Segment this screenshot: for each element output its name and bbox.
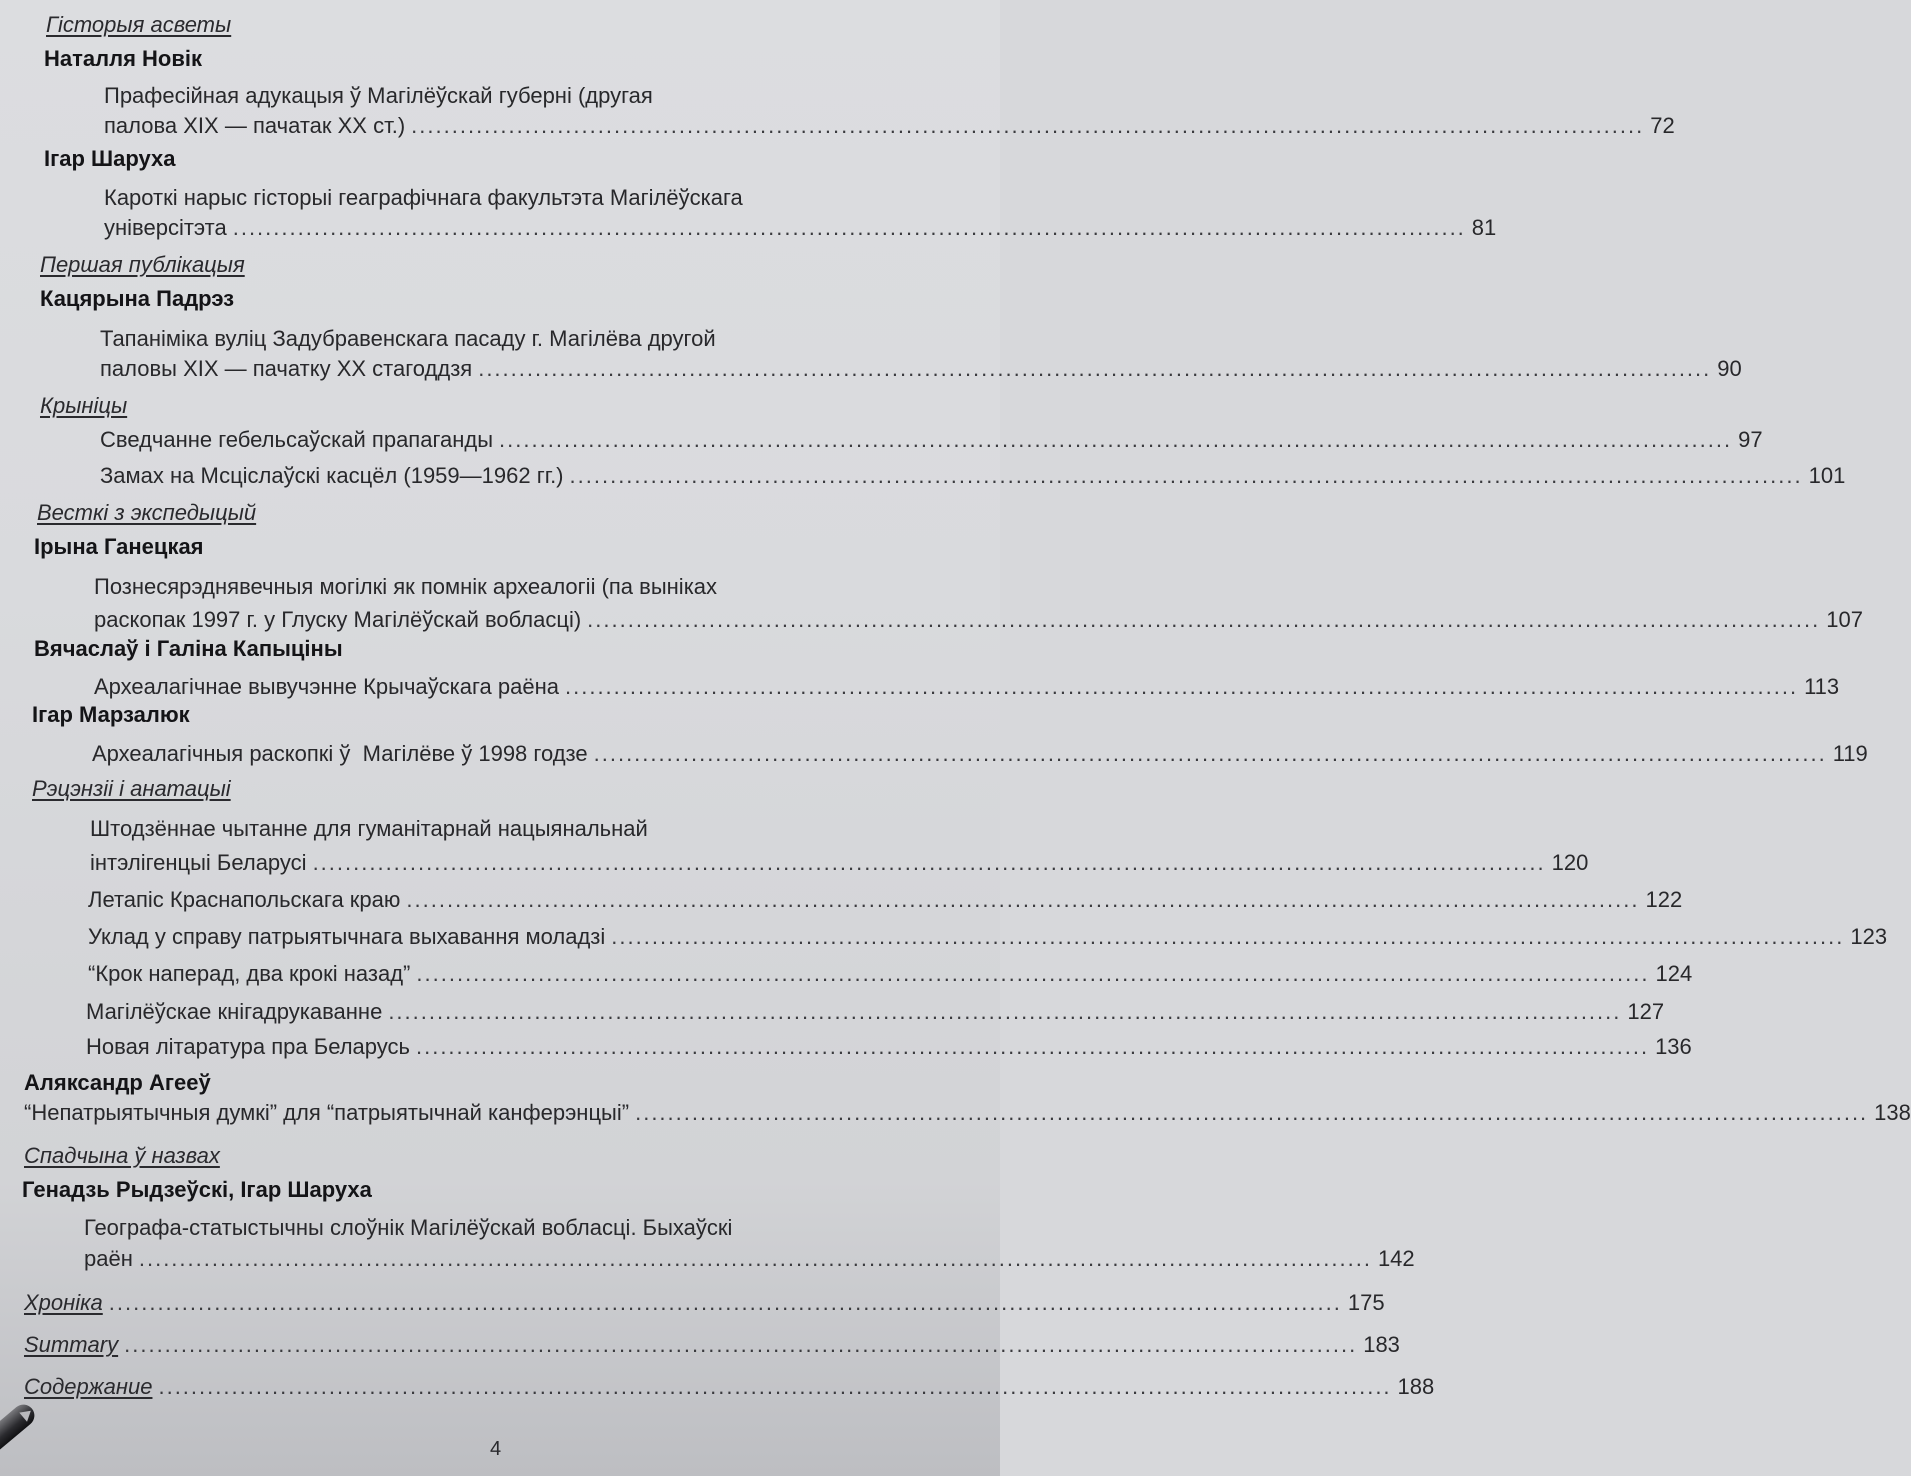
entry-title-line: палова XIX — пачатак XX ст.)	[104, 113, 406, 138]
entry-page: 107	[1826, 607, 1863, 632]
author-sharukha: Ігар Шаруха	[44, 146, 176, 171]
entry-title-line: паловы XIX — пачатку XX стагоддзя	[100, 356, 473, 381]
entry-page: 101	[1808, 463, 1846, 488]
toc-entry	[88, 886, 1683, 914]
entry-title: Магілёўскае кнігадрукаванне	[86, 999, 383, 1024]
entry-page: 183	[1363, 1332, 1400, 1357]
author-novik: Наталля Новік	[44, 46, 203, 71]
toc-entry	[24, 1289, 1385, 1317]
leader-dots: ........................................................................................................................................................	[416, 961, 1650, 986]
entry-page: 122	[1645, 887, 1683, 912]
toc-entry	[92, 740, 1868, 768]
entry-title-line: раскопак 1997 г. у Глуску Магілёўскай вобласці)	[94, 607, 582, 632]
toc-entry	[104, 214, 1497, 242]
entry-title-line: інтэлігенцыі Беларусі	[90, 850, 307, 875]
entry-title: “Непатрыятычныя думкі” для “патрыятычнай канферэнцыі”	[24, 1100, 630, 1125]
toc-entry	[94, 606, 1863, 634]
entry-page: 142	[1377, 1246, 1415, 1271]
page-number: 4	[490, 1438, 502, 1460]
leader-dots: ........................................................................................................................................................	[635, 1100, 1869, 1125]
leader-dots: ........................................................................................................................................................	[499, 427, 1733, 452]
toc-entry	[104, 112, 1675, 140]
entry-title: Археалагічныя раскопкі ў Магілёве ў 1998 годзе	[92, 741, 588, 766]
entry-page: 97	[1738, 427, 1763, 452]
leader-dots: ........................................................................................................................................................	[158, 1374, 1392, 1399]
entry-title: Замах на Мсціслаўскі касцёл (1959—1962 гг.)	[100, 463, 564, 488]
entry-page: 124	[1655, 961, 1693, 986]
entry-page: 120	[1551, 850, 1589, 875]
entry-page: 127	[1627, 999, 1665, 1024]
toc-entry	[88, 923, 1888, 951]
toc-entry	[84, 1245, 1415, 1273]
entry-page: 138	[1874, 1100, 1911, 1125]
section-sources: Крыніцы	[40, 393, 128, 418]
section-summary: Summary	[24, 1332, 119, 1357]
entry-page: 188	[1397, 1374, 1435, 1399]
entry-title-line: універсітэта	[104, 215, 227, 240]
toc-entry	[24, 1373, 1435, 1401]
toc-entry	[100, 355, 1742, 383]
entry-title-line: Прафесійная адукацыя ў Магілёўскай губерні (другая	[104, 83, 653, 108]
section-history-of-education: Гісторыя асветы	[46, 12, 232, 37]
entry-page: 119	[1832, 741, 1868, 766]
author-marzalyuk: Ігар Марзалюк	[32, 702, 190, 727]
pen-tip-photo	[0, 1400, 39, 1462]
leader-dots: ........................................................................................................................................................	[388, 999, 1622, 1024]
leader-dots: ........................................................................................................................................................	[108, 1290, 1342, 1315]
leader-dots: ........................................................................................................................................................	[312, 850, 1546, 875]
section-reviews: Рэцэнзіі і анатацыі	[32, 776, 231, 801]
section-first-publication: Першая публікацыя	[40, 252, 245, 277]
author-padrez: Кацярына Падрэз	[40, 286, 235, 311]
toc-entry	[86, 998, 1665, 1026]
author-rydzeuski-sharukha: Генадзь Рыдзеўскі, Ігар Шаруха	[22, 1177, 372, 1202]
leader-dots: ........................................................................................................................................................	[587, 607, 1821, 632]
entry-page: 90	[1717, 356, 1742, 381]
author-kapytsiny: Вячаслаў і Галіна Капыціны	[34, 636, 343, 661]
entry-title-line: раён	[84, 1246, 133, 1271]
section-expedition-news: Весткі з экспедыцый	[37, 500, 257, 525]
entry-title-line: Штодзённае чытанне для гуманітарнай нацыянальнай	[90, 816, 648, 841]
entry-page: 113	[1804, 674, 1840, 699]
section-contents: Содержание	[24, 1374, 153, 1399]
toc-entry	[24, 1099, 1911, 1127]
leader-dots: ........................................................................................................................................................	[565, 674, 1799, 699]
leader-dots: ........................................................................................................................................................	[478, 356, 1712, 381]
entry-title-line: Тапаніміка вуліц Задубравенскага пасаду г. Магілёва другой	[100, 326, 716, 351]
entry-title: Археалагічнае вывучэнне Крычаўскага раёна	[94, 674, 559, 699]
leader-dots: ........................................................................................................................................................	[593, 741, 1827, 766]
author-ageev: Аляксандр Агееў	[24, 1070, 211, 1095]
entry-title: Новая літаратура пра Беларусь	[86, 1034, 410, 1059]
leader-dots: ........................................................................................................................................................	[124, 1332, 1358, 1357]
leader-dots: ........................................................................................................................................................	[611, 924, 1845, 949]
leader-dots: ........................................................................................................................................................	[411, 113, 1645, 138]
toc-entry	[88, 960, 1693, 988]
leader-dots: ........................................................................................................................................................	[138, 1246, 1372, 1271]
entry-page: 136	[1655, 1034, 1692, 1059]
toc-entry	[100, 462, 1846, 490]
entry-page: 175	[1347, 1290, 1385, 1315]
entry-title-line: Кароткі нарыс гісторыі геаграфічнага факультэта Магілёўскага	[104, 185, 743, 210]
leader-dots: ........................................................................................................................................................	[232, 215, 1466, 240]
entry-title: Уклад у справу патрыятычнага выхавання моладзі	[88, 924, 606, 949]
entry-title: Летапіс Краснапольскага краю	[88, 887, 401, 912]
leader-dots: ........................................................................................................................................................	[569, 463, 1803, 488]
entry-title: “Крок наперад, два крокі назад”	[88, 961, 411, 986]
entry-page: 72	[1650, 113, 1675, 138]
section-heritage-in-names: Спадчына ў назвах	[24, 1143, 220, 1168]
toc-entry	[86, 1033, 1692, 1061]
toc-entry	[24, 1331, 1400, 1359]
toc-entry	[90, 849, 1589, 877]
entry-title-line: Познесярэднявечныя могілкі як помнік археалогіі (па выніках	[94, 574, 718, 599]
author-ganetskaya: Ірына Ганецкая	[34, 534, 204, 559]
toc-entry	[100, 426, 1763, 454]
entry-title: Сведчанне гебельсаўскай прапаганды	[100, 427, 494, 452]
toc-entry	[94, 673, 1840, 701]
section-chronicle: Хроніка	[24, 1290, 103, 1315]
entry-page: 81	[1471, 215, 1497, 240]
entry-title-line: Географа-статыстычны слоўнік Магілёўскай вобласці. Быхаўскі	[84, 1215, 733, 1240]
entry-page: 123	[1850, 924, 1888, 949]
leader-dots: ........................................................................................................................................................	[415, 1034, 1650, 1059]
leader-dots: ........................................................................................................................................................	[406, 887, 1640, 912]
